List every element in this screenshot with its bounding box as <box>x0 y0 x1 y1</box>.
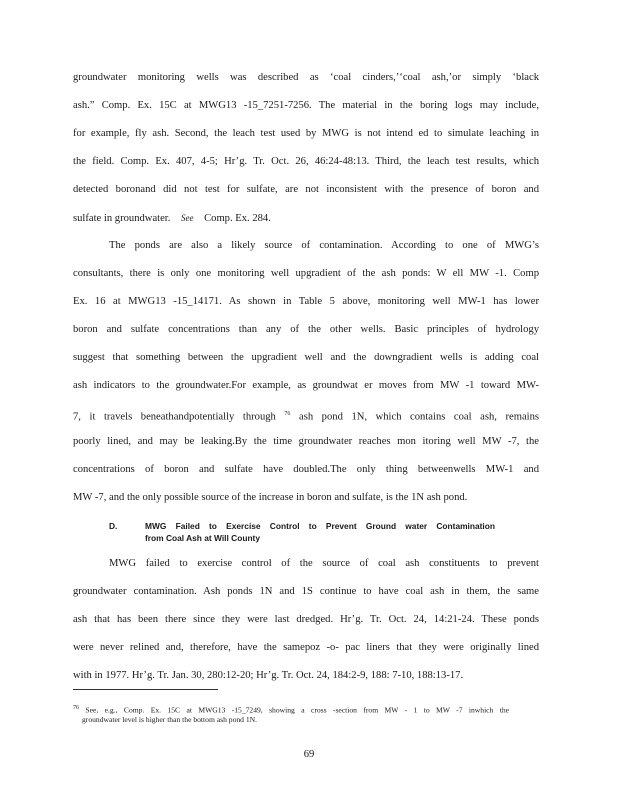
body-line-6-text: sulfate in groundwater. <box>73 213 171 224</box>
footnote-number: 76 <box>73 705 79 711</box>
body-line-2: ash.” Comp. Ex. 15C at MWG13 -15_7251-7256. The material in the boring logs may include, <box>73 100 539 111</box>
para2-line-6: ash indicators to the groundwater.For example, as groundwat er moves from MW -1 toward MW- <box>73 380 539 391</box>
para2-line-7 <box>73 407 539 425</box>
para3-line-2: groundwater contamination. Ash ponds 1N and 1S continue to have coal ash in them, the same <box>73 586 539 597</box>
para2-line-5: suggest that something between the upgradient well and the downgradient wells is adding coal <box>73 352 539 363</box>
footnote-text-line-2: groundwater level is higher than the bottom ash pond 1N. <box>82 715 258 724</box>
body-line-5: detected boronand did not test for sulfate, are not inconsistent with the presence of boron and <box>73 184 539 195</box>
page-number: 69 <box>303 749 315 760</box>
section-letter: D. <box>109 521 118 531</box>
para2-line-8: poorly lined, and may be leaking.By the time groundwater reaches mon itoring well MW -7, the <box>73 436 539 447</box>
body-line-4: the field. Comp. Ex. 407, 4-5; Hr’g. Tr. Oct. 26, 46:24-48:13. Third, the leach test results, which <box>73 156 539 167</box>
section-heading-line-2: from Coal Ash at Will County <box>145 533 261 543</box>
footnote-ref-76: 76 <box>284 411 291 417</box>
para3-line-4: were never relined and, therefore, have the samepoz -o- pac liners that they were originally lined <box>73 642 539 653</box>
para2-line-3: Ex. 16 at MWG13 -15_14171. As shown in Table 5 above, monitoring well MW-1 has lower <box>73 296 539 307</box>
para2-line-7-rest: ash pond 1N, which contains coal ash, remains <box>299 411 540 423</box>
para3-line-5: with in 1977. Hr’g. Tr. Jan. 30, 280:12-20; Hr’g. Tr. Oct. 24, 184:2-9, 188: 7-10, 188:13-17. <box>73 670 464 681</box>
para3-line-1: MWG failed to exercise control of the source of coal ash constituents to prevent <box>109 558 539 569</box>
body-line-6 <box>73 211 539 226</box>
see-signal: See <box>180 213 194 223</box>
para2-line-9: concentrations of boron and sulfate have doubled.The only thing betweenwells MW-1 and <box>73 464 539 475</box>
para2-line-2: consultants, there is only one monitoring well upgradient of the ash ponds: W ell MW -1. Comp <box>73 268 539 279</box>
footnote-text-line-1: See, e.g., Comp. Ex. 15C at MWG13 -15_7249, showing a cross -section from MW - 1 to MW -7 inwhich the <box>85 705 509 715</box>
para3-line-3: ash that has been there since they were last dredged. Hr’g. Tr. Oct. 24, 14:21-24. These ponds <box>73 614 539 625</box>
body-line-1: groundwater monitoring wells was described as ‘coal cinders,’‘coal ash,’or simply ‘black <box>73 72 539 83</box>
body-line-3: for example, fly ash. Second, the leach test used by MWG is not intend ed to simulate leaching in <box>73 128 539 139</box>
para2-line-1: The ponds are also a likely source of contamination. According to one of MWG’s <box>109 240 539 251</box>
para2-line-4: boron and sulfate concentrations than any of the other wells. Basic principles of hydrology <box>73 324 539 335</box>
para2-line-7-text: 7, it travels beneathandpotentially through <box>73 411 276 423</box>
body-line-6-cite: Comp. Ex. 284. <box>204 213 271 224</box>
para2-line-10: MW -7, and the only possible source of the increase in boron and sulfate, is the 1N ash pond. <box>73 492 468 503</box>
section-heading-line-1: MWG Failed to Exercise Control to Prevent Ground water Contamination <box>145 521 495 531</box>
footnote-divider <box>73 689 218 690</box>
